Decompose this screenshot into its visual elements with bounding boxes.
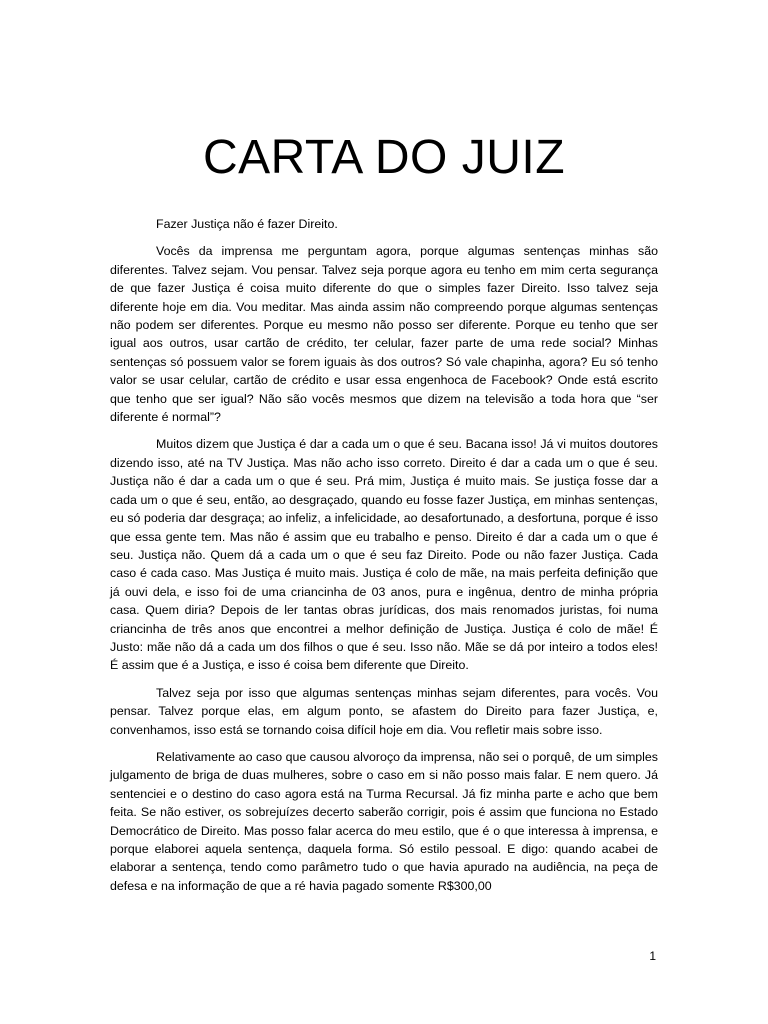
page-number: 1 [649, 949, 656, 963]
paragraph: Relativamente ao caso que causou alvoroço da imprensa, não sei o porquê, de um simples julgamento de briga de duas mulheres, sobre o caso em si não posso mais falar. E nem quero. Já sentenciei e o destino do caso agora está na Turma Recursal. Já fiz minha parte e acho que bem feita. Se não estiver, os sobrejuízes decerto saberão corrigir, pois é assim que funciona no Estado Democrático de Direito. Mas posso falar acerca do meu estilo, que é o que interessa à imprensa, e porque elaborei aquela sentença, daquela forma. Só estilo pessoal. E digo: quando acabei de elaborar a sentença, tendo como parâmetro tudo o que havia apurado na audiência, na peça de defesa e na informação de que a ré havia pagado somente R$300,00 [110, 749, 658, 893]
paragraph: Vocês da imprensa me perguntam agora, porque algumas sentenças minhas são diferentes. Talvez sejam. Vou pensar. Talvez seja porque agora eu tenho em mim certa segurança de que fazer Justiça é coisa muito diferente do que o simples fazer Direito. Isso talvez seja diferente hoje em dia. Vou meditar. Mas ainda assim não compreendo porque algumas sentenças não podem ser diferentes. Porque eu mesmo não posso ser diferente. Porque eu tenho que ser igual aos outros, usar cartão de crédito, ter celular, fazer parte de uma rede social? Minhas sentenças só possuem valor se forem iguais às dos outros? Só vale chapinha, agora? Eu só tenho valor se usar celular, cartão de crédito e usar essa engenhoca de Facebook? Onde está escrito que tenho que ser igual? Não são vocês mesmos que dizem na televisão a toda hora que “ser diferente é normal”? [110, 244, 658, 425]
document-title: CARTA DO JUIZ [202, 131, 566, 184]
paragraph: Fazer Justiça não é fazer Direito. [156, 217, 338, 231]
paragraph: Muitos dizem que Justiça é dar a cada um o que é seu. Bacana isso! Já vi muitos doutores dizendo isso, até na TV Justiça. Mas não acho isso correto. Direito é dar a cada um o que é seu. Justiça não é dar a cada um o que é seu. Prá mim, Justiça é muito mais. Se justiça fosse dar a cada um o que é seu, então, ao desgraçado, quando eu fosse fazer Justiça, em minhas sentenças, eu só poderia dar desgraça; ao infeliz, a infelicidade, ao desafortunado, a desfortuna, porque é isso que essa gente tem. Mas não é assim que eu trabalho e penso. Direito é dar a cada um o que é seu. Justiça não. Quem dá a cada um o que é seu faz Direito. Pode ou não fazer Justiça. Cada caso é cada caso. Mas Justiça é muito mais. Justiça é colo de mãe, na mais perfeita definição que já ouvi dela, e isso foi de uma criancinha de 03 anos, pura e ingênua, dentro de minha própria casa. Quem diria? Depois de ler tantas obras jurídicas, dos mais renomados juristas, foi numa criancinha de três anos que encontrei a melhor definição de Justiça. Justiça é colo de mãe! É Justo: mãe não dá a cada um dos filhos o que é seu. Isso não. Mãe se dá por inteiro a todos eles! É assim que é a Justiça, e isso é coisa bem diferente que Direito. [110, 437, 658, 673]
document-body [110, 215, 658, 904]
paragraph: Talvez seja por isso que algumas sentenças minhas sejam diferentes, para vocês. Vou pensar. Talvez porque elas, em algum ponto, se afastem do Direito para fazer Justiça, e, convenhamos, isso está se tornando coisa difícil hoje em dia. Vou refletir mais sobre isso. [110, 685, 658, 737]
